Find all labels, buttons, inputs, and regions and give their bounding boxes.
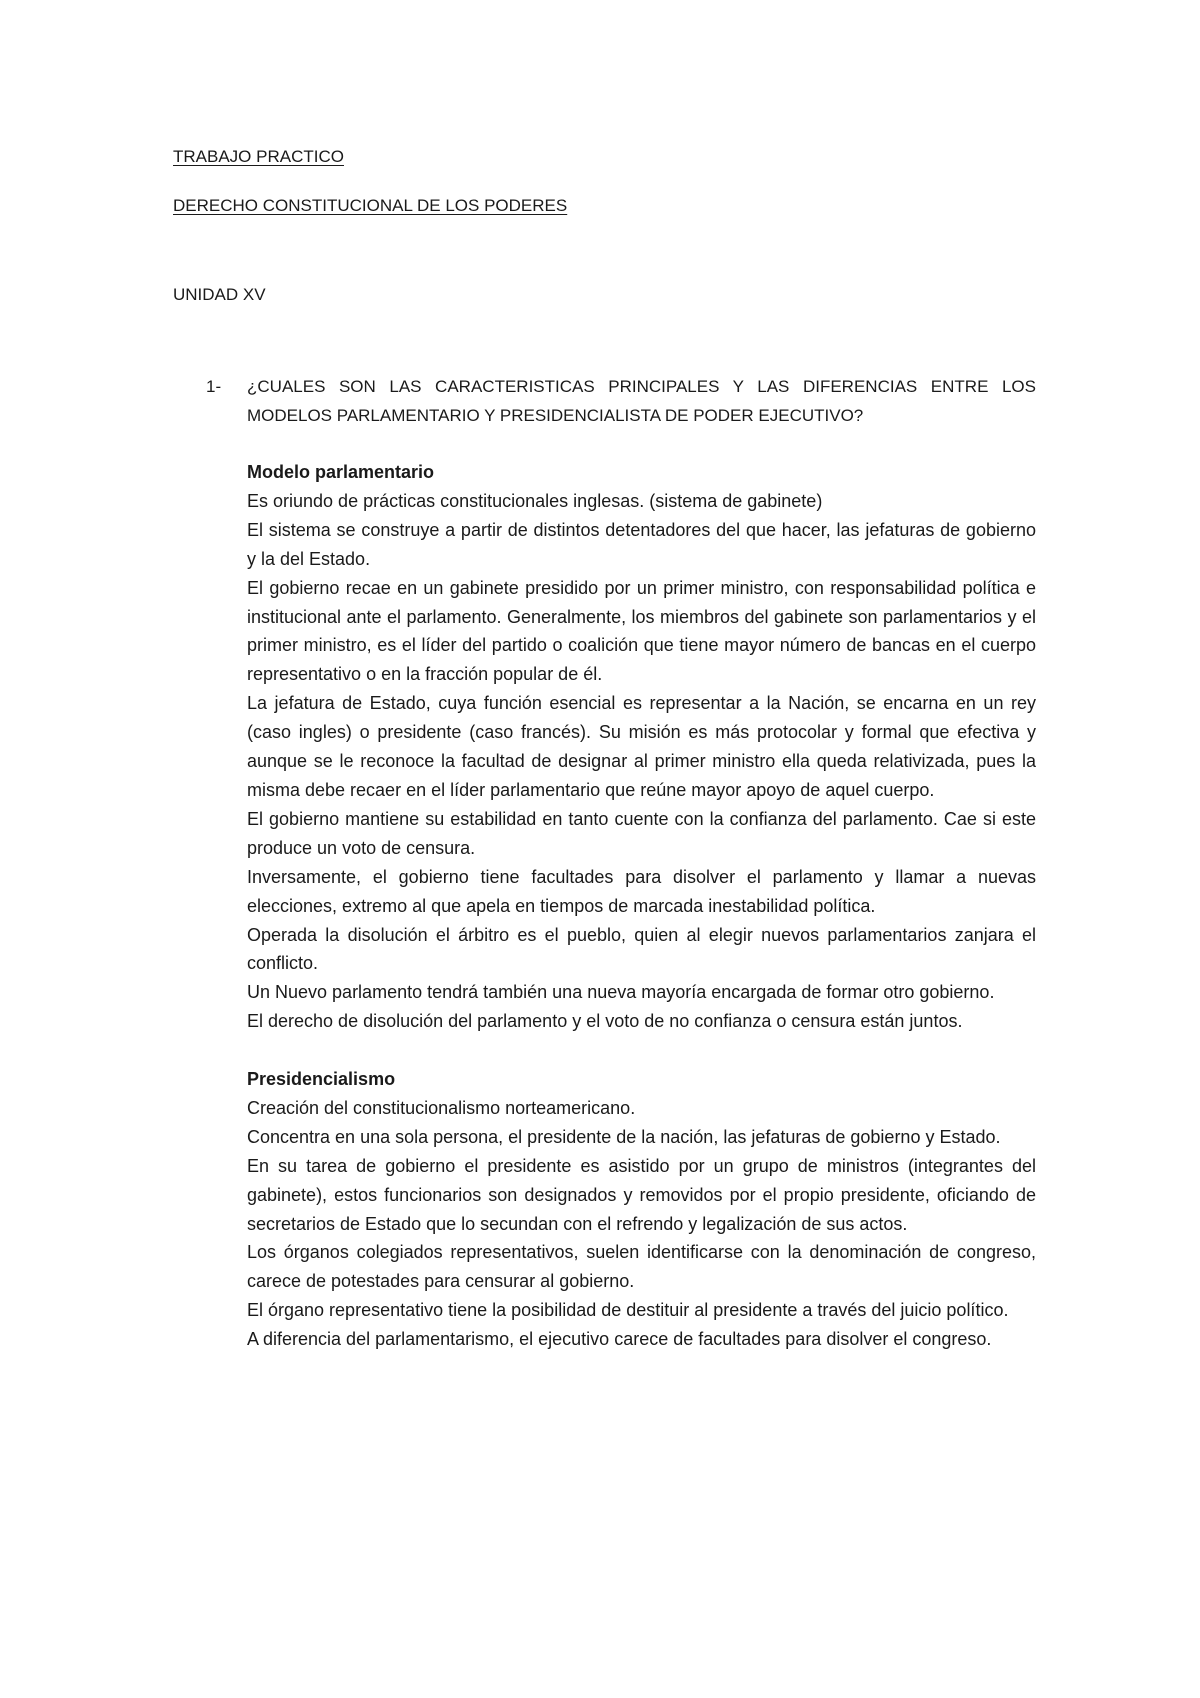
- paragraph: Concentra en una sola persona, el presidente de la nación, las jefaturas de gobierno y Estado.: [247, 1126, 1001, 1147]
- paragraph: El derecho de disolución del parlamento y el voto de no confianza o censura están juntos.: [247, 1011, 963, 1032]
- paragraph: Los órganos colegiados representativos, suelen identificarse con la denominación de congreso, carece de potestades para censurar al gobierno.: [247, 1242, 1036, 1292]
- section-presidencialismo: [247, 1065, 1036, 1354]
- paragraph: Operada la disolución el árbitro es el pueblo, quien al elegir nuevos parlamentarios zanjara el conflicto.: [247, 924, 1036, 974]
- paragraph: En su tarea de gobierno el presidente es asistido por un grupo de ministros (integrantes del gabinete), estos funcionarios son designados y removidos por el propio presidente, oficiando de secretarios de Estado que lo secundan con el refrendo y legalización de sus actos.: [247, 1155, 1036, 1234]
- paragraph: El sistema se construye a partir de distintos detentadores del que hacer, las jefaturas de gobierno y la del Estado.: [247, 519, 1036, 569]
- unit-label: UNIDAD XV: [173, 285, 266, 304]
- section-heading: Modelo parlamentario: [247, 462, 435, 482]
- paragraph: Es oriundo de prácticas constitucionales inglesas. (sistema de gabinete): [247, 490, 823, 511]
- paragraph: El órgano representativo tiene la posibilidad de destituir al presidente a través del juicio político.: [247, 1300, 1009, 1321]
- section-spacer: [247, 1036, 1036, 1065]
- paragraph: El gobierno recae en un gabinete presidido por un primer ministro, con responsabilidad política e institucional ante el parlamento. Generalmente, los miembros del gabinete son parlamentarios y el primer ministro, es el líder del partido o coalición que tiene mayor número de bancas en el cuerpo representativo o en la fracción popular de él.: [247, 577, 1036, 685]
- paragraph: Creación del constitucionalismo norteamericano.: [247, 1097, 636, 1118]
- section-modelo-parlamentario: [247, 458, 1036, 1036]
- document-title: TRABAJO PRACTICO: [173, 147, 344, 166]
- paragraph: La jefatura de Estado, cuya función esencial es representar a la Nación, se encarna en un rey (caso ingles) o presidente (caso francés). Su misión es más protocolar y formal que efectiva y aunque se le reconoce la facultad de designar al primer ministro ella queda relativizada, pues la misma debe recaer en el líder parlamentario que reúne mayor apoyo de aquel cuerpo.: [247, 693, 1036, 800]
- paragraph: El gobierno mantiene su estabilidad en tanto cuente con la confianza del parlamento. Cae si este produce un voto de censura.: [247, 808, 1036, 858]
- question-number: 1-: [206, 377, 222, 396]
- question-text: ¿CUALES SON LAS CARACTERISTICAS PRINCIPALES Y LAS DIFERENCIAS ENTRE LOS MODELOS PARLAMENTARIO Y PRESIDENCIALISTA DE PODER EJECUTIVO?: [247, 377, 1036, 425]
- document-header: [173, 146, 1073, 306]
- section-heading: Presidencialismo: [247, 1069, 396, 1090]
- answer-body: [247, 458, 1036, 1354]
- paragraph: Inversamente, el gobierno tiene facultades para disolver el parlamento y llamar a nuevas elecciones, extremo al que apela en tiempos de marcada inestabilidad política.: [247, 866, 1036, 916]
- paragraph: A diferencia del parlamentarismo, el ejecutivo carece de facultades para disolver el congreso.: [247, 1329, 992, 1350]
- document-subject: DERECHO CONSTITUCIONAL DE LOS PODERES: [173, 196, 568, 215]
- paragraph: Un Nuevo parlamento tendrá también una nueva mayoría encargada de formar otro gobierno.: [247, 982, 995, 1003]
